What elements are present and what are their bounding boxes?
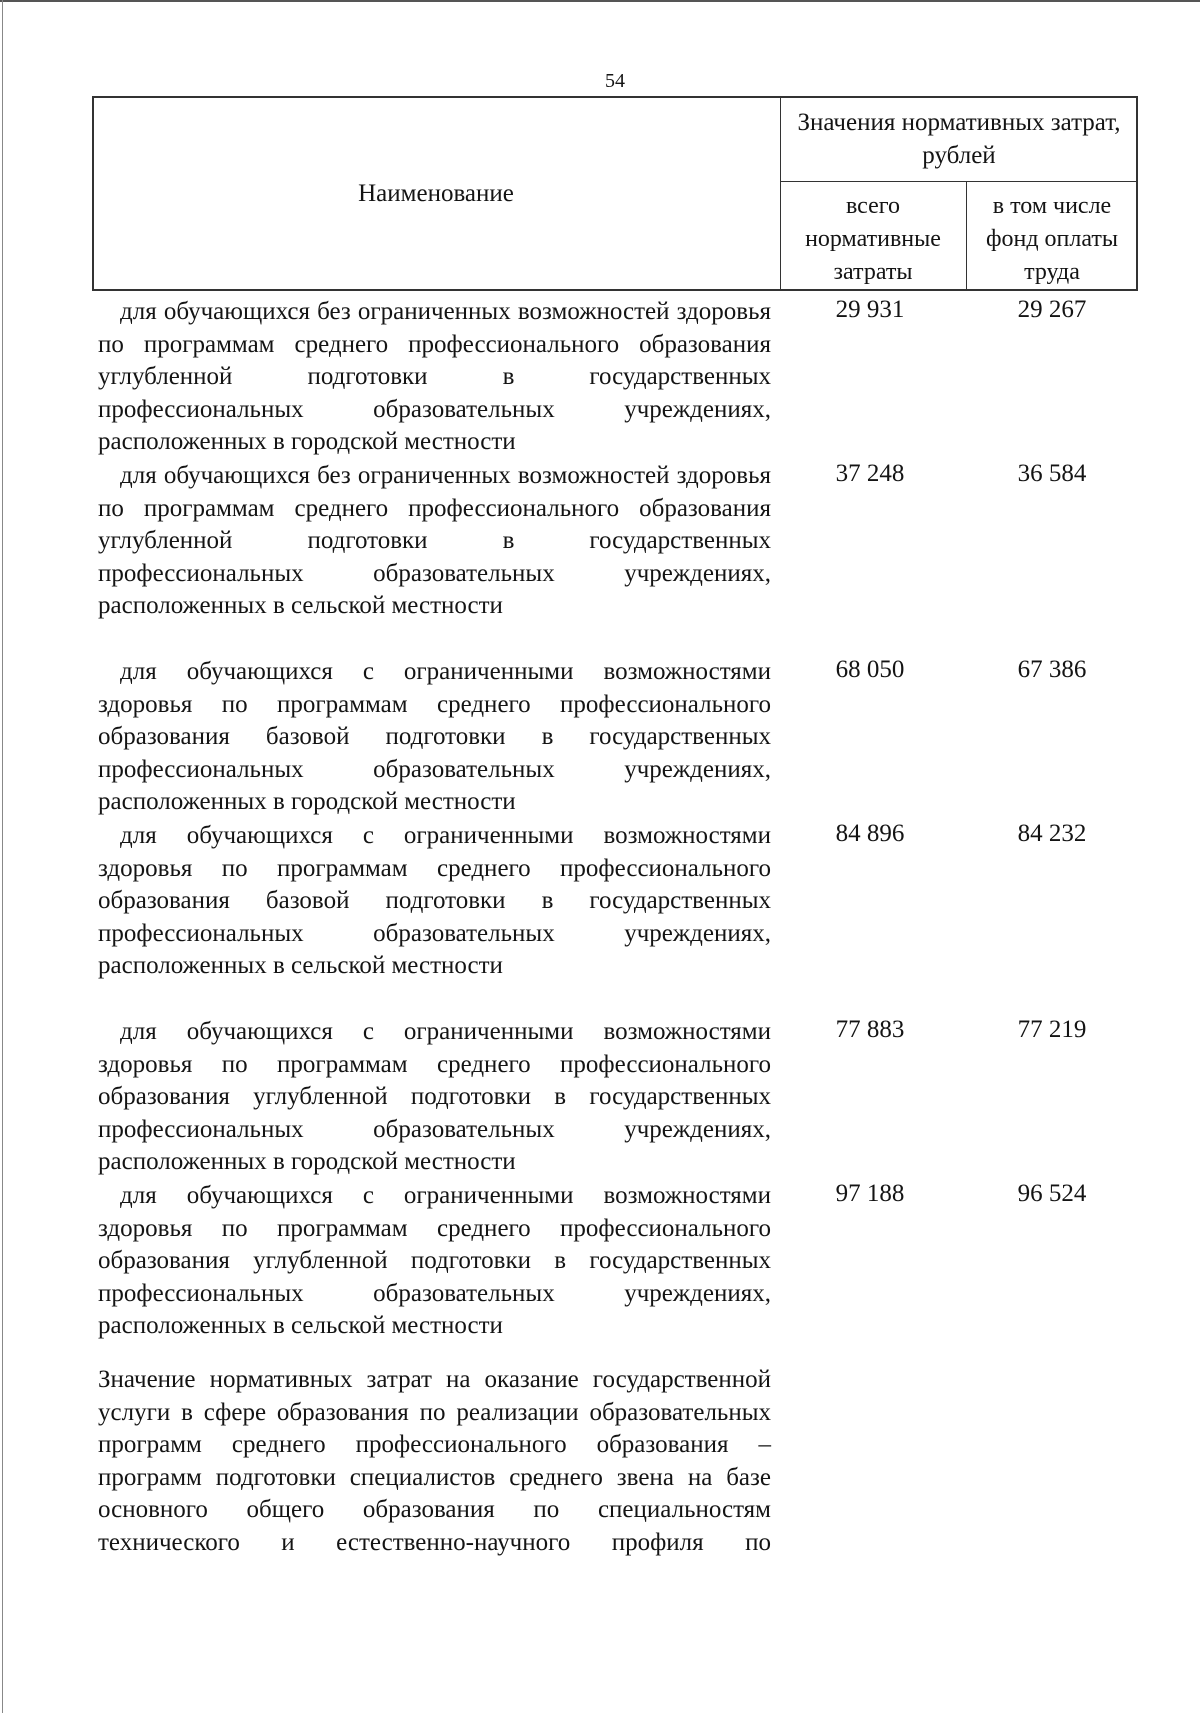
table-row-labor: 29 267	[1017, 296, 1087, 323]
table-row-total: 68 050	[835, 656, 905, 683]
page-frame-left	[2, 0, 3, 1713]
table-row-total: 97 188	[835, 1180, 905, 1207]
table-row-labor: 77 219	[1017, 1016, 1087, 1043]
page-frame-top	[0, 0, 1200, 2]
column-header-name: Наименование	[358, 180, 514, 207]
table-row-labor: 96 524	[1017, 1180, 1087, 1207]
table-row-total: 84 896	[835, 820, 905, 847]
table-row-name: для обучающихся с ограниченными возможностями здоровья по программам среднего профессионального образования базовой подготовки в государственных профессиональных образовательных учреждениях, расположенных в городской местности	[98, 658, 771, 816]
table-row-name: для обучающихся с ограниченными возможностями здоровья по программам среднего профессионального образования углубленной подготовки в государственных профессиональных образовательных учреждениях, расположенных в городской местности	[98, 1018, 771, 1176]
table-row-labor: 84 232	[1017, 820, 1087, 847]
table-row-name: для обучающихся с ограниченными возможностями здоровья по программам среднего профессионального образования базовой подготовки в государственных профессиональных образовательных учреждениях, расположенных в сельской местности	[98, 822, 771, 980]
table-row-total: 37 248	[835, 460, 905, 487]
table-row-total: 29 931	[835, 296, 905, 323]
table-row-name: для обучающихся с ограниченными возможностями здоровья по программам среднего профессионального образования углубленной подготовки в государственных профессиональных образовательных учреждениях, расположенных в сельской местности	[98, 1182, 771, 1340]
table-row-labor: 67 386	[1017, 656, 1087, 683]
table-row-total: 77 883	[835, 1016, 905, 1043]
page-number: 54	[605, 70, 625, 92]
column-group-header-values: Значения нормативных затрат, рублей	[797, 109, 1121, 169]
table-row-name: для обучающихся без ограниченных возможностей здоровья по программам среднего профессионального образования углубленной подготовки в государственных профессиональных образовательных учреждениях, расположенных в городской местности	[98, 298, 771, 456]
header-divider-group	[780, 181, 1138, 182]
table-row-labor: 36 584	[1017, 460, 1087, 487]
section-heading-paragraph: Значение нормативных затрат на оказание государственной услуги в сфере образования по реализации образовательных программ среднего профессионального образования – программ подготовки специалистов среднего звена на базе основного общего образования по специальностям технического и естественно-научного профиля по	[98, 1366, 771, 1556]
column-header-total: всего нормативные затраты	[805, 193, 941, 285]
column-header-labor: в том числе фонд оплаты труда	[985, 193, 1119, 285]
table-row-name: для обучающихся без ограниченных возможностей здоровья по программам среднего профессионального образования углубленной подготовки в государственных профессиональных образовательных учреждениях, расположенных в сельской местности	[98, 462, 771, 620]
